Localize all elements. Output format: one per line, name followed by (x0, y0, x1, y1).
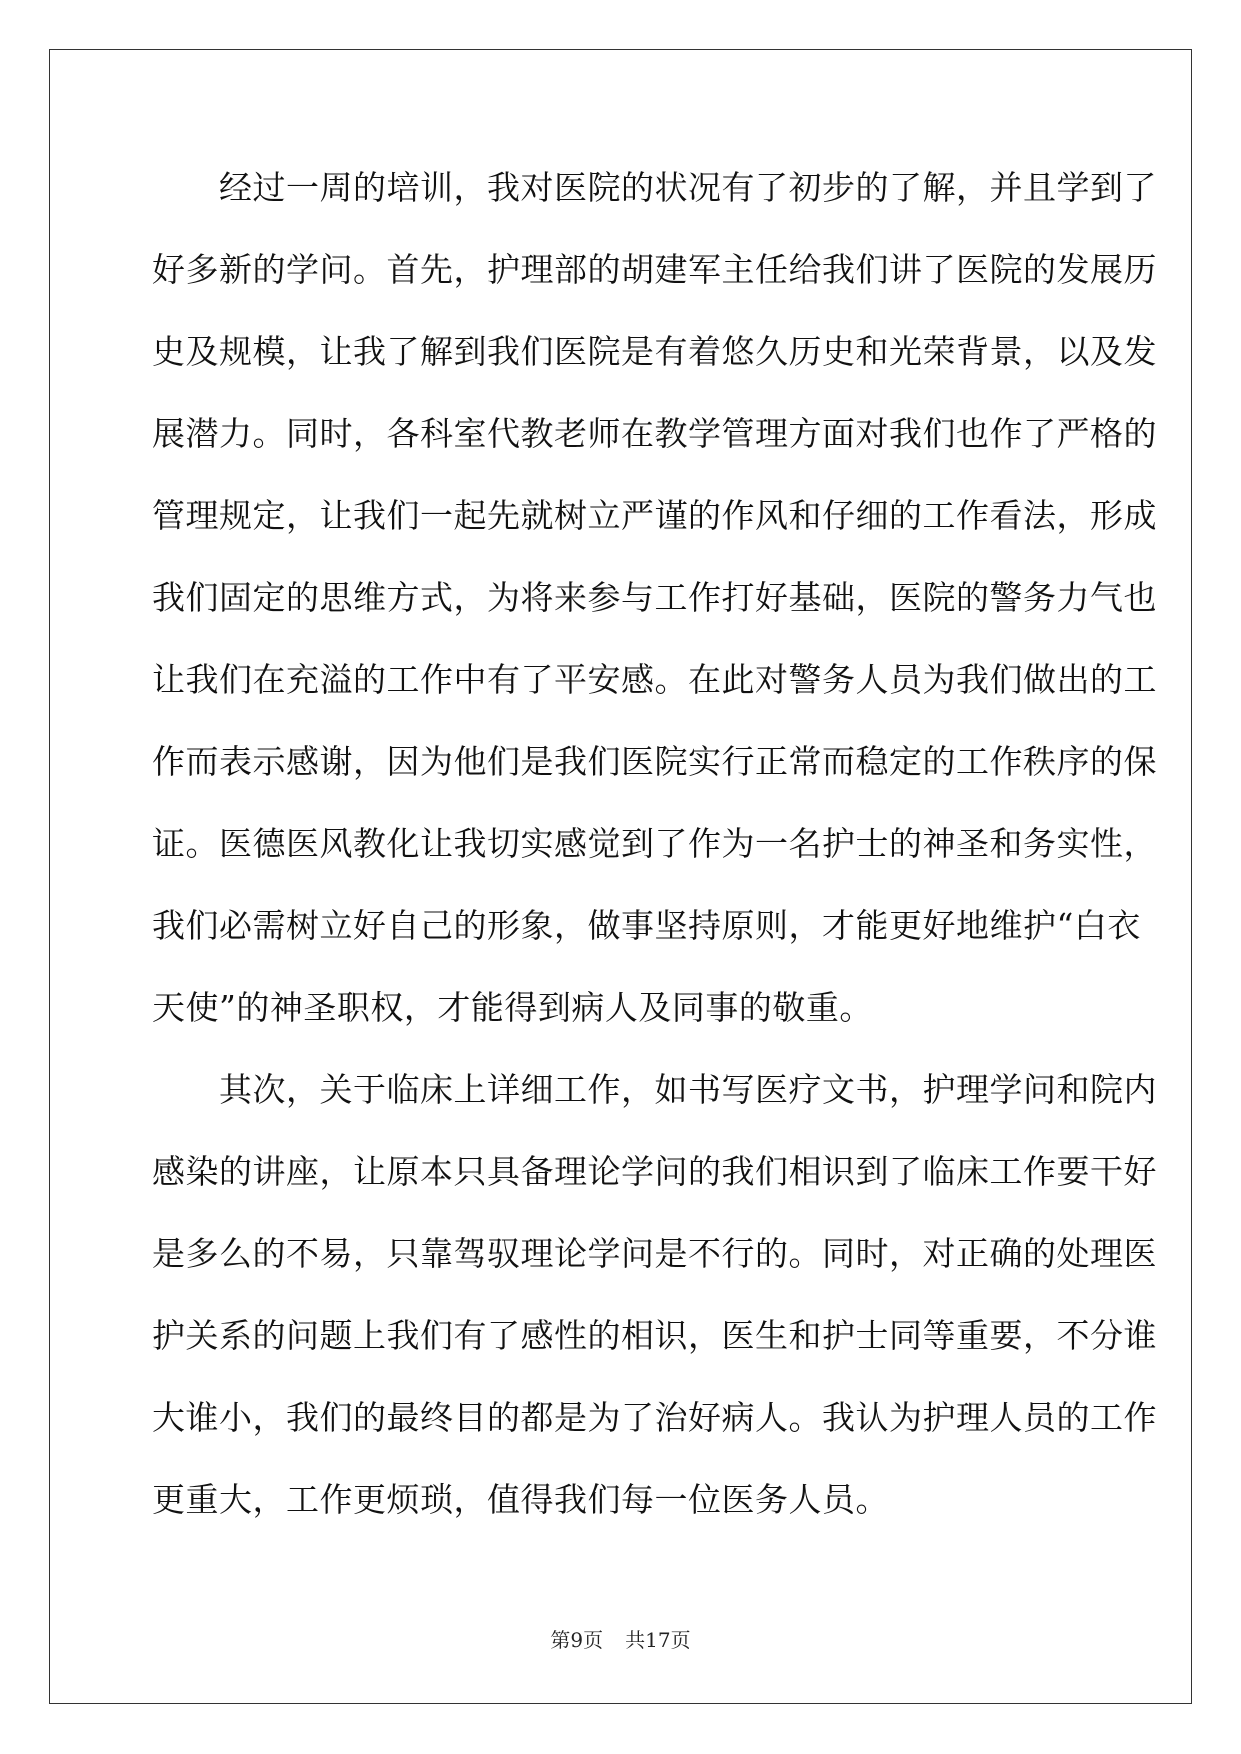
text-line: 作而表示感谢，因为他们是我们医院实行正常而稳定的工作秩序的保 (152, 742, 1157, 781)
text-line: 更重大，工作更烦琐，值得我们每一位医务人员。 (152, 1480, 889, 1519)
text-line: 是多么的不易，只靠驾驭理论学问是不行的。同时，对正确的处理医 (152, 1234, 1157, 1273)
text-line: 证。医德医风教化让我切实感觉到了作为一名护士的神圣和务实性， (152, 824, 1157, 863)
text-line: 天使”的神圣职权，才能得到病人及同事的敬重。 (152, 988, 873, 1027)
text-line: 我们固定的思维方式，为将来参与工作打好基础，医院的警务力气也 (152, 578, 1157, 617)
text-line: 感染的讲座，让原本只具备理论学问的我们相识到了临床工作要干好 (152, 1152, 1157, 1191)
text-line: 其次，关于临床上详细工作，如书写医疗文书，护理学问和院内 (152, 1070, 1157, 1109)
text-line: 史及规模，让我了解到我们医院是有着悠久历史和光荣背景，以及发 (152, 332, 1157, 371)
text-line: 护关系的问题上我们有了感性的相识，医生和护士同等重要，不分谁 (152, 1316, 1157, 1355)
text-line: 经过一周的培训，我对医院的状况有了初步的了解，并且学到了 (152, 168, 1157, 207)
page-total: 共17页 (625, 1628, 691, 1652)
text-line: 好多新的学问。首先，护理部的胡建军主任给我们讲了医院的发展历 (152, 250, 1157, 289)
text-line: 让我们在充溢的工作中有了平安感。在此对警务人员为我们做出的工 (152, 660, 1157, 699)
page-footer (0, 1624, 1241, 1653)
page-number: 第9页 (550, 1628, 604, 1652)
body-text (152, 158, 1157, 1552)
text-line: 管理规定，让我们一起先就树立严谨的作风和仔细的工作看法，形成 (152, 496, 1157, 535)
text-line: 我们必需树立好自己的形象，做事坚持原则，才能更好地维护“白衣 (152, 906, 1141, 945)
text-line: 大谁小，我们的最终目的都是为了治好病人。我认为护理人员的工作 (152, 1398, 1157, 1437)
text-line: 展潜力。同时，各科室代教老师在教学管理方面对我们也作了严格的 (152, 414, 1157, 453)
